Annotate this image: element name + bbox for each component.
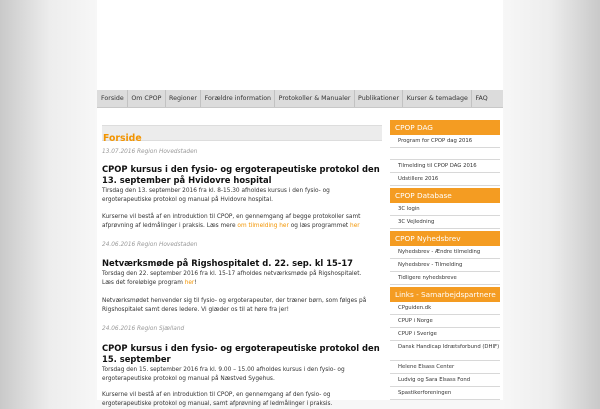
- nav-item-publikationer[interactable]: Publikationer: [355, 90, 404, 107]
- sidebar-link[interactable]: Nyhedsbrev - Tilmelding: [390, 259, 500, 272]
- nav-item-faq[interactable]: FAQ: [475, 95, 488, 102]
- article-text: [102, 270, 374, 288]
- article-text: Kurserne vil bestå af en introduktion til CPOP, en gennemgang af den fysio- og ergoterapeutiske protokol og manual, samt afprøvning af ledmålinger i praksis.: [102, 392, 333, 407]
- sidebar-spacer: [390, 148, 500, 159]
- main-content: [102, 125, 382, 407]
- article-text: Tirsdag den 13. september 2016 fra kl. 8-15.30 afholdes kursus i den fysio- og ergoterapeutiske protokol og manual på Hvidovre hospital.: [102, 188, 330, 203]
- article-text: Netværksmødet henvender sig til fysio- og ergoterapeuter, der træner børn, som følges på Rigshospitalet samt deres ledere. Vi glæder os til at høre fra jer!: [102, 298, 367, 313]
- article-meta: 24.06.2016 Region Sjælland: [102, 326, 185, 332]
- sidebar-heading-cpop-dag: CPOP DAG: [390, 120, 500, 135]
- sidebar-link[interactable]: Udstillere 2016: [390, 173, 500, 186]
- article-text-part: og læs programmet: [288, 223, 351, 229]
- nav-item-regioner[interactable]: Regioner: [166, 90, 202, 107]
- nav-item-foraeldre-information[interactable]: Forældre information: [201, 90, 275, 107]
- article-title[interactable]: CPOP kursus i den fysio- og ergoterapeutiske protokol den 13. september på Hvidovre hospital: [102, 164, 380, 185]
- nav-item-protokoller-manualer[interactable]: Protokoller & Manualer: [275, 90, 354, 107]
- article-title[interactable]: Netværksmøde på Rigshospitalet d. 22. sep. kl 15-17: [102, 258, 353, 268]
- article-title[interactable]: CPOP kursus i den fysio- og ergoterapeutiske protokol den 15. september: [102, 343, 380, 364]
- sidebar-link[interactable]: Program for CPOP dag 2016: [390, 135, 500, 148]
- nav-item-om-cpop[interactable]: Om CPOP: [128, 90, 166, 107]
- article-text-part: Kurserne vil bestå af en introduktion til CPOP, en gennemgang af begge protokoller samt afprøvning af ledmålinger i praksis. Læs mere: [102, 214, 361, 229]
- article-link[interactable]: her: [350, 223, 360, 229]
- article-text: [102, 213, 374, 231]
- page-title: Forside: [103, 133, 142, 144]
- sidebar-link[interactable]: CPguiden.dk: [390, 302, 500, 315]
- nav-item-forside[interactable]: Forside: [97, 90, 128, 107]
- top-navigation: [97, 90, 503, 108]
- page-container: [97, 0, 503, 407]
- sidebar-link[interactable]: Dansk Handicap Idrætsforbund (DHIF): [390, 341, 500, 361]
- sidebar-link[interactable]: 3C login: [390, 203, 500, 216]
- sidebar-link[interactable]: 3C Vejledning: [390, 216, 500, 229]
- article-text-part: !: [194, 280, 197, 286]
- header-banner: [97, 0, 503, 91]
- sidebar-link[interactable]: Helene Elsass Center: [390, 361, 500, 374]
- sidebar-heading-cpop-database: CPOP Database: [390, 188, 500, 203]
- article-meta: 13.07.2016 Region Hovedstaden: [102, 149, 198, 155]
- article-meta: 24.06.2016 Region Hovedstaden: [102, 242, 198, 248]
- sidebar-link[interactable]: Ludvig og Sara Elsass Fond: [390, 374, 500, 387]
- nav-item-kurser-temadage[interactable]: Kurser & temadage: [403, 90, 472, 107]
- sidebar-link[interactable]: Tilmelding til CPOP DAG 2016: [390, 159, 500, 173]
- sidebar-link[interactable]: Tidligere nyhedsbreve: [390, 272, 500, 285]
- sidebar-link[interactable]: CPUP i Norge: [390, 315, 500, 328]
- article-text-part: Torsdag den 22. september 2016 fra kl. 15-17 afholdes netværksmøde på Rigshospitalet. Læs det foreløbige program: [102, 271, 362, 286]
- article-link[interactable]: om tilmelding her: [237, 223, 289, 229]
- sidebar-heading-links: Links - Samarbejdspartnere: [390, 287, 500, 302]
- article-link[interactable]: her: [184, 280, 195, 286]
- article-text: Torsdag den 15. september 2016 fra kl. 9.00 – 15.00 afholdes kursus i den fysio- og ergoterapeutiske protokol og manual på Næstved Sygehus.: [102, 367, 345, 382]
- sidebar: [390, 120, 500, 400]
- sidebar-link[interactable]: CPUP i Sverige: [390, 328, 500, 341]
- sidebar-link[interactable]: Nyhedsbrev - Ændre tilmelding: [390, 246, 500, 259]
- section-title-bar: [102, 125, 382, 144]
- sidebar-heading-cpop-nyhedsbrev: CPOP Nyhedsbrev: [390, 231, 500, 246]
- sidebar-link[interactable]: Spastikerforeningen: [390, 387, 500, 400]
